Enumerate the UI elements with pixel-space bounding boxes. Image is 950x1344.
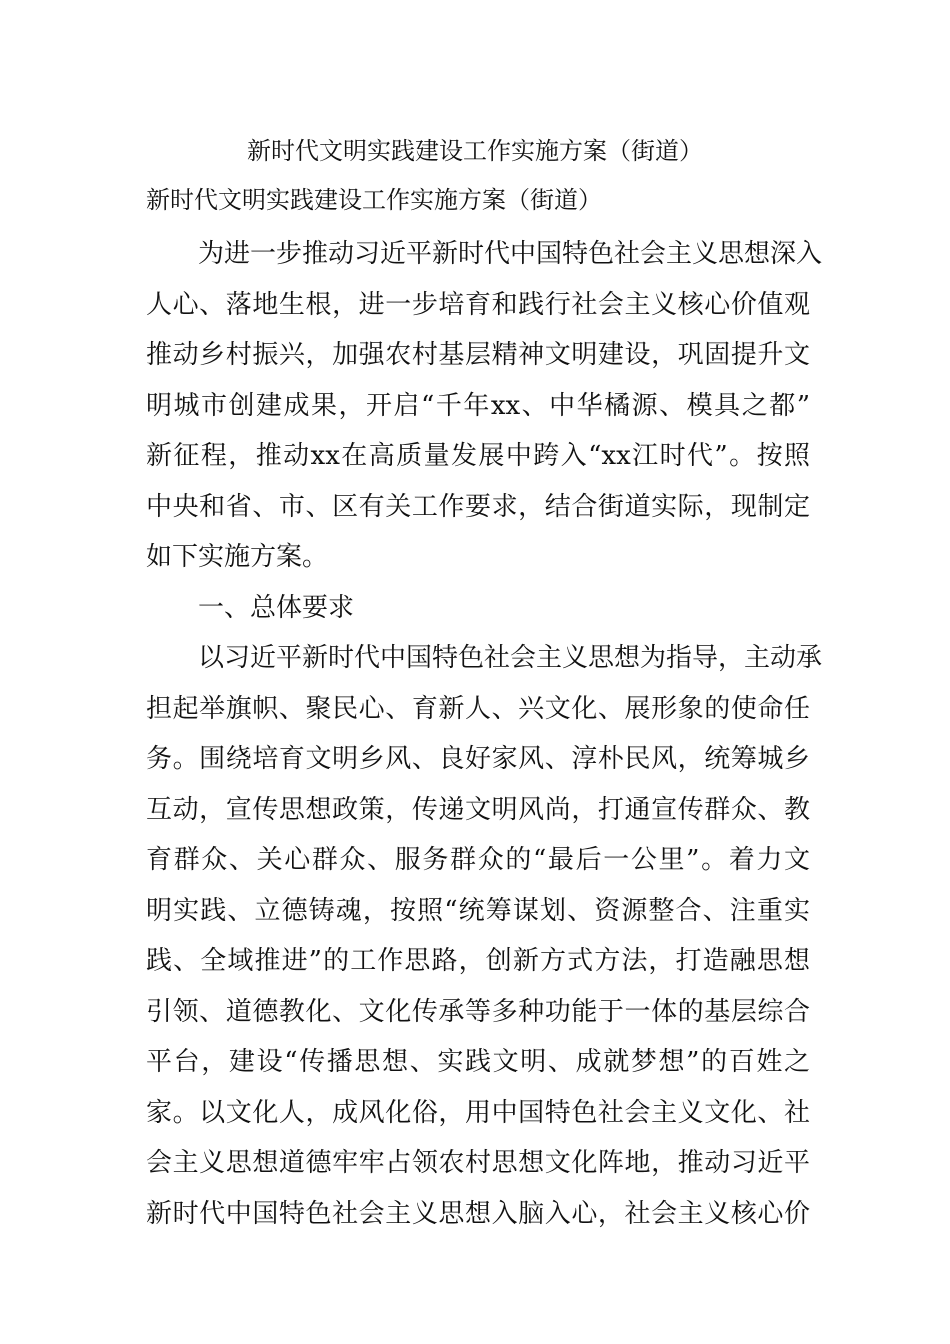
paragraph-line: 担起举旗帜、聚民心、育新人、兴文化、展形象的使命任	[146, 693, 810, 724]
paragraph-line: 新时代中国特色社会主义思想入脑入心，社会主义核心价	[146, 1198, 810, 1229]
paragraph-line: 平台，建设“传播思想、实践文明、成就梦想”的百姓之	[146, 1047, 810, 1077]
paragraph-line: 以习近平新时代中国特色社会主义思想为指导，主动承	[198, 643, 823, 673]
paragraph-line: 务。围绕培育文明乡风、良好家风、淳朴民风，统筹城乡	[146, 744, 810, 774]
paragraph-line: 人心、落地生根，进一步培育和践行社会主义核心价值观	[146, 289, 810, 320]
paragraph-line: 互动，宣传思想政策，传递文明风尚，打通宣传群众、教	[146, 794, 810, 825]
paragraph-line: 家。以文化人，成风化俗，用中国特色社会主义文化、社	[146, 1097, 810, 1128]
paragraph-line: 引领、道德教化、文化传承等多种功能于一体的基层综合	[146, 996, 810, 1027]
section-heading: 一、总体要求	[198, 592, 355, 623]
paragraph-line: 育群众、关心群众、服务群众的“最后一公里”。着力文	[146, 845, 810, 875]
document-title: 新时代文明实践建设工作实施方案（街道）	[247, 137, 703, 165]
paragraph-line: 为进一步推动习近平新时代中国特色社会主义思想深入	[198, 239, 823, 269]
paragraph-line: 会主义思想道德牢牢占领农村思想文化阵地，推动习近平	[146, 1148, 810, 1178]
paragraph-line: 践、全域推进”的工作思路，创新方式方法，打造融思想	[146, 946, 810, 976]
paragraph-line: 如下实施方案。	[146, 542, 329, 572]
paragraph-line: 新征程，推动xx在高质量发展中跨入“xx江时代”。按照	[146, 441, 810, 471]
paragraph-line: 明实践、立德铸魂，按照“统筹谋划、资源整合、注重实	[146, 895, 810, 926]
paragraph-line: 推动乡村振兴，加强农村基层精神文明建设，巩固提升文	[146, 340, 810, 370]
document-subtitle: 新时代文明实践建设工作实施方案（街道）	[146, 186, 602, 214]
paragraph-line: 中央和省、市、区有关工作要求，结合街道实际，现制定	[146, 491, 810, 522]
document-body	[146, 229, 823, 1239]
paragraph-line: 明城市创建成果，开启“千年xx、中华橘源、模具之都”	[146, 390, 810, 421]
